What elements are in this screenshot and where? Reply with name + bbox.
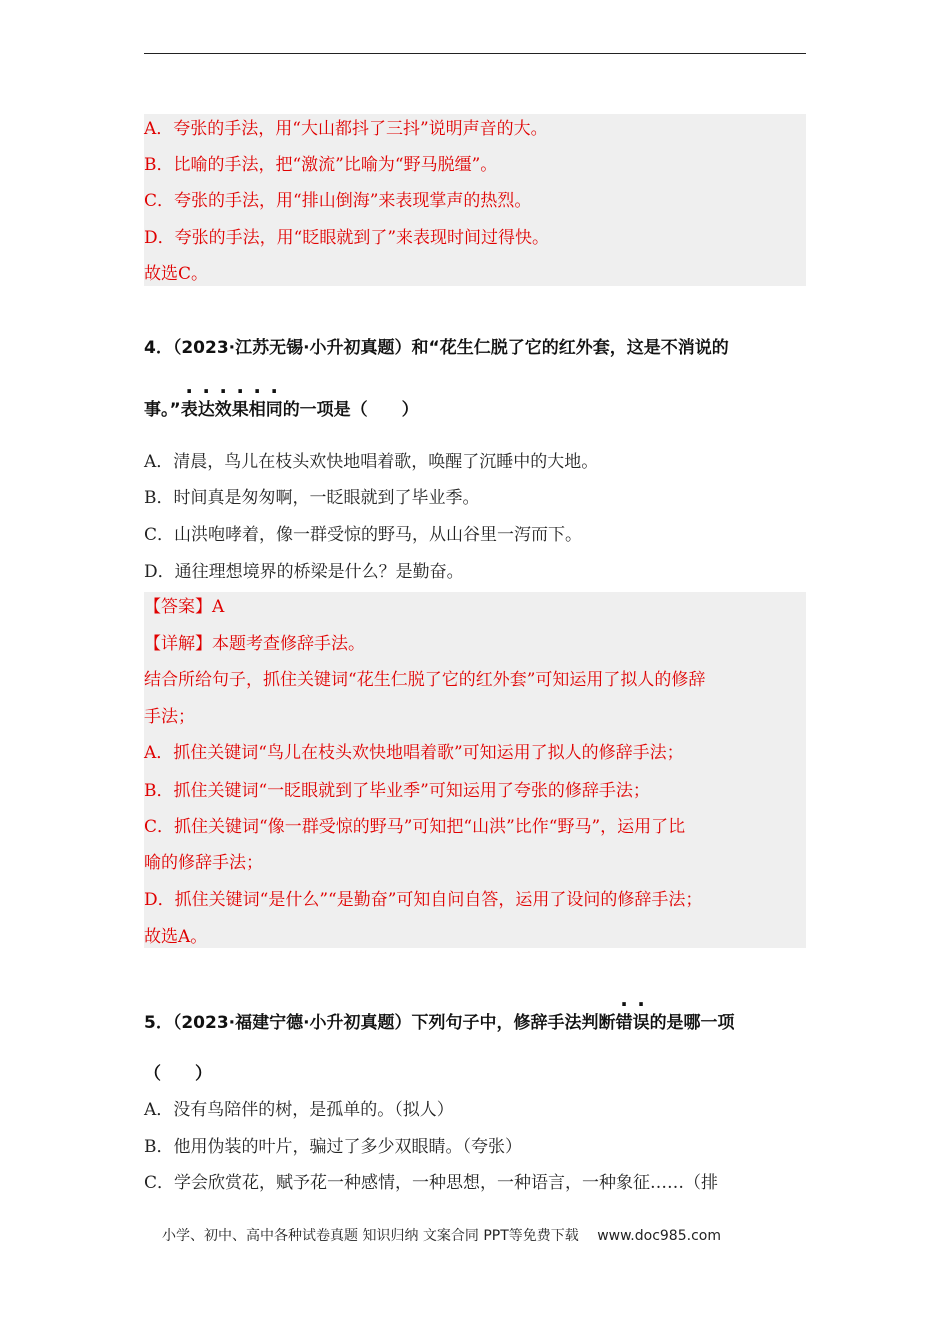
question-4-option-d: D．通往理想境界的桥梁是什么？是勤奋。 [144,562,464,582]
emphasis-char: 达 [197,400,215,420]
question-5-option-c: C．学会欣赏花，赋予花一种感情，一种思想，一种语言，一种象征……（排 [144,1173,719,1193]
emphasis-char: 表 [180,400,198,420]
emphasis-char: 错 [615,1013,633,1033]
prev-answer-line: B．比喻的手法，把“激流”比喻为“野马脱缰”。 [144,155,498,175]
answer-line: 【详解】本题考查修辞手法。 [144,634,365,654]
answer-line: 结合所给句子，抓住关键词“花生仁脱了它的红外套”可知运用了拟人的修辞 [144,670,706,690]
answer-line: 【答案】A [144,597,225,617]
question-4-option-c: C．山洪咆哮着，像一群受惊的野马，从山谷里一泻而下。 [144,525,583,545]
emphasis-char: 误 [632,1013,650,1033]
prev-answer-line: 故选C。 [144,264,209,284]
answer-line: A．抓住关键词“鸟儿在枝头欢快地唱着歌”可知运用了拟人的修辞手法； [144,743,684,763]
emphasis-char: 相 [248,400,266,420]
page-footer: 小学、初中、高中各种试卷真题 知识归纳 文案合同 PPT等免费下载 www.doc985.com [162,1228,721,1244]
question-5-prefix: 5．（2023·福建宁德·小升初真题）下列句子中，修辞手法判断 [144,1013,616,1033]
emphasis-char: 效 [214,400,232,420]
question-4-option-b: B．时间真是匆匆啊，一眨眼就到了毕业季。 [144,488,480,508]
question-5-line-1 [144,1010,735,1036]
answer-line: 故选A。 [144,927,208,947]
header-rule [144,53,806,54]
question-5-option-b: B．他用伪装的叶片，骗过了多少双眼睛。（夸张） [144,1137,522,1157]
question-4-option-a: A．清晨，鸟儿在枝头欢快地唱着歌，唤醒了沉睡中的大地。 [144,452,599,472]
question-4-line-2 [144,397,419,423]
question-5-line-2: （ ） [144,1064,212,1084]
answer-line: 手法； [144,707,195,727]
question-5-suffix: 的是哪一项 [649,1013,735,1033]
question-5-option-a: A．没有鸟陪伴的树，是孤单的。（拟人） [144,1100,454,1120]
prev-answer-line: D．夸张的手法，用“眨眼就到了”来表现时间过得快。 [144,228,550,248]
emphasis-char: 果 [231,400,249,420]
prev-answer-line: A．夸张的手法，用“大山都抖了三抖”说明声音的大。 [144,119,548,139]
emphasis-char: 同 [265,400,283,420]
prev-answer-line: C．夸张的手法，用“排山倒海”来表现掌声的热烈。 [144,191,532,211]
answer-line: B．抓住关键词“一眨眼就到了毕业季”可知运用了夸张的修辞手法； [144,781,650,801]
question-4-prefix: 事。” [144,400,181,420]
question-4-suffix: 的一项是（ ） [282,400,419,420]
answer-line: C．抓住关键词“像一群受惊的野马”可知把“山洪”比作“野马”，运用了比 [144,817,686,837]
answer-line: D．抓住关键词“是什么”“是勤奋”可知自问自答，运用了设问的修辞手法； [144,890,703,910]
question-4-line-1: 4．（2023·江苏无锡·小升初真题）和“花生仁脱了它的红外套，这是不消说的 [144,338,729,358]
answer-line: 喻的修辞手法； [144,853,263,873]
